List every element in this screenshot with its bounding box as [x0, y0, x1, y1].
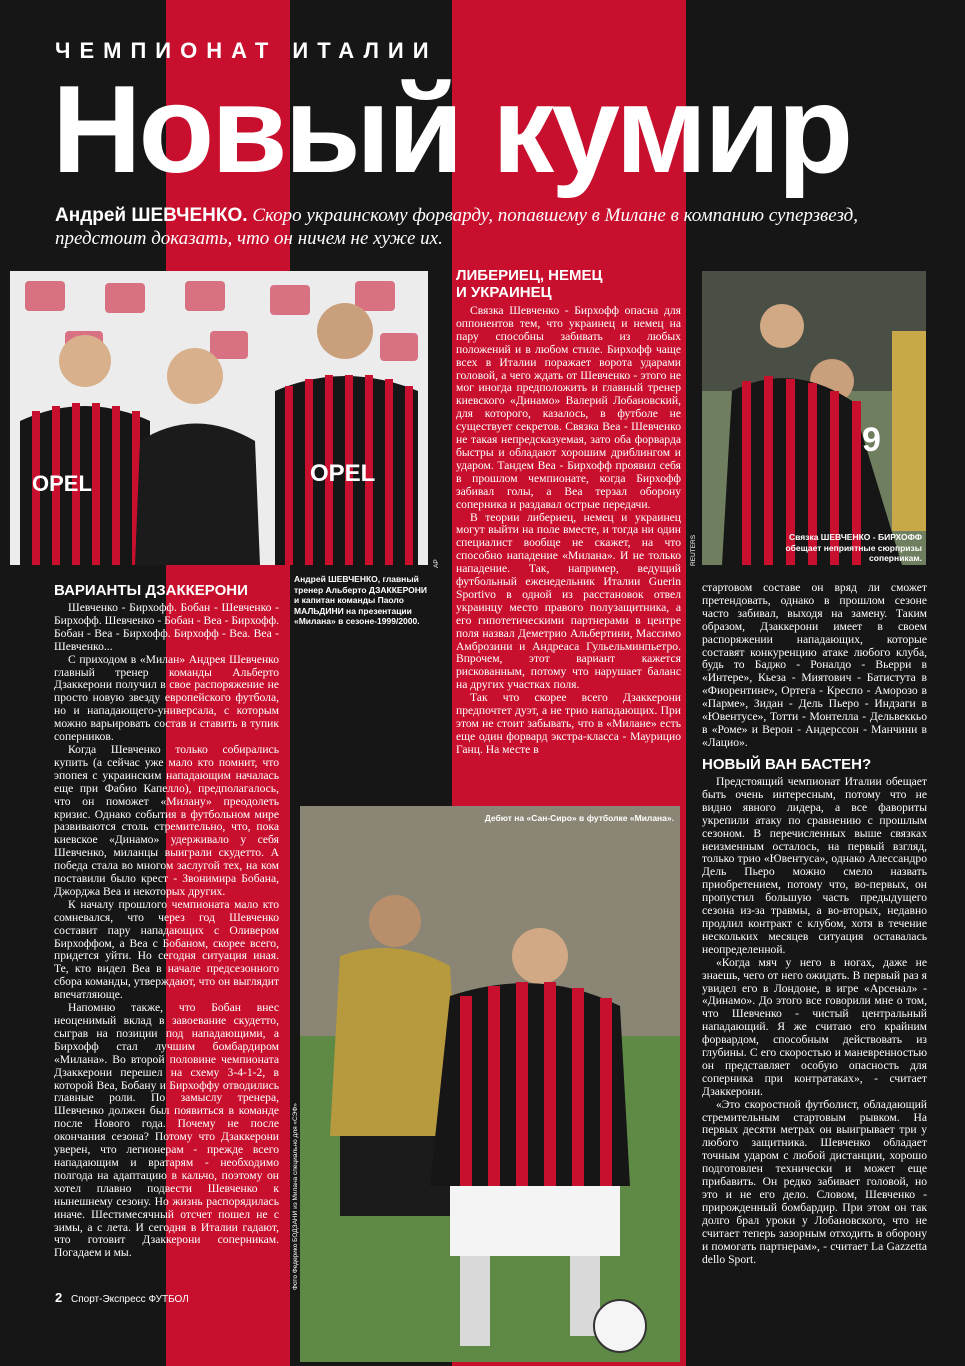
col3-text	[702, 776, 927, 1266]
col2-paragraph-1: Связка Шевченко - Бирхофф опасна для оппонентов тем, что украинец и немец на пару способны забивать из любых положений и в любом стиле. Бирхофф чаще всех в Италии поражает ворота ударами головой, а чего ждать от Шевченко - этого не мог иногда предположить и главный тренер киевского «Динамо» Валерий Лобановский, для которого, казалось, в футболе не существует секретов. Связка Веа - Шевченко не такая непредсказуемая, зато оба форварда быстры и обладают хорошим дриблингом и ударом. Тандем Веа - Бирхофф проявил себя в прошлом чемпионате, когда Бирхофф забивал голы, а Веа терзал оборону соперника и раздавал острые передачи.	[456, 304, 681, 511]
svg-text:9: 9	[862, 421, 881, 459]
col1-text	[54, 602, 279, 1260]
col2-paragraph-2: В теории либериец, немец и украинец могут выйти на поле вместе, и тогда ни один специалист вообще не скажет, на что способно нападение «Милана». И не только нападение. Так, например, ведущий футбольный еженедельник Италии Guerin Sportivo в одной из расстановок отвел украинцу место правого полузащитника, а его гипотетическими партнерами в центре поля назвал Деметрио Альбертини, Массимо Амброзини и Андреаса Гульельминпьетро. Впрочем, этот вариант кажется рискованным, потому что нарушает баланс на других участках поля.	[456, 510, 681, 692]
col1-paragraph-2: С приходом в «Милан» Андрея Шевченко главный тренер команды Альберто Дзаккерони получил в свое распоряжение не просто новую звезду европейского футбола, но и нападающего-универсала, с которым можно варьировать состав и ставить в тупик соперников.	[54, 652, 279, 744]
lead-text: Скоро украинскому форварду, попавшему в Милане в компанию суперзвезд, предстоит доказать, что он ничем не хуже их.	[55, 205, 859, 249]
presentation-credit: AP	[433, 559, 440, 568]
col3-heading: НОВЫЙ ВАН БАСТЕН?	[702, 756, 872, 773]
page-number: 2	[55, 1290, 63, 1305]
lead	[55, 204, 935, 250]
celebration-photo-art	[702, 271, 926, 565]
match-photo-art	[300, 806, 680, 1362]
section-title: ЧЕМПИОНАТ ИТАЛИИ	[55, 38, 438, 63]
col1-paragraph-5: Напомню также, что Бобан внес неоценимый вклад в завоевание скудетто, сыграв на позиции под нападающими, а Бирхофф стал лучшим бомбардиром «Милана». Во второй половине чемпионата Дзаккерони перешел на схему 3-4-1-2, в которой Веа, Бобану и Бирхоффу отводились главные роли. По замыслу тренера, Шевченко должен был появиться в команде после Нового года. Почему не после окончания сезона? Потому что Дзаккерони уверен, что легионерам - прежде всего нападающим и вратарям - необходимо полгода на адаптацию в кальчо, поэтому он хотел плавно подвести Шевченко к нынешнему сезону. Но жизнь распорядилась иначе. Шестимесячный отсчет пошел не с зимы, а с лета. И сегодня в Италии гадают, что готовит Дзаккерони соперникам. Погадаем и мы.	[54, 1001, 279, 1260]
match-caption: Дебют на «Сан-Сиро» в футболке «Милана».	[484, 813, 674, 823]
shirt-sponsor-left: OPEL	[32, 471, 92, 496]
presentation-photo-art	[10, 271, 428, 565]
col2-paragraph-3: Так что скорее всего Дзаккерони предпочтет дуэт, а не трио нападающих. При этом не стоит забывать, что в «Милане» есть еще один форвард экстра-класса - Маурицио Ганц. На месте в	[456, 691, 681, 756]
presentation-caption: Андрей ШЕВЧЕНКО, главный тренер Альберто ДЗАККЕРОНИ и капитан команды Паоло МАЛЬДИНИ на презентации «Милана» в сезоне-1999/2000.	[294, 574, 428, 626]
col3-continuation-text: стартовом составе он вряд ли сможет претендовать, однако в прошлом сезоне часто забивал, выходя на замену. Таким образом, Дзаккерони имеет в своем распоряжении нападающих, которые составят конкуренцию атаке любого клуба, будь то Баджо - Роналдо - Вьерри в «Интере», Кьеза - Миятович - Батистута в «Фиорентине», Ортега - Креспо - Аморозо в «Парме», Зидан - Дель Пьеро - Индзаги в «Ювентусе», Тотти - Монтелла - Дельвеккьо в «Роме» и Верон - Андерссон - Манчини в «Лацио».	[702, 581, 927, 749]
col1-heading: ВАРИАНТЫ ДЗАККЕРОНИ	[54, 582, 248, 599]
celebration-photo	[702, 271, 926, 565]
publication-name: Спорт-Экспресс ФУТБОЛ	[71, 1294, 189, 1305]
match-credit: Фото Федерико БОДЗАНИ из Милана специально для «СЭФ»	[292, 1103, 299, 1290]
col1-paragraph-3: Когда Шевченко только собирались купить (а сейчас уже мало кто помнит, что эпопея с украинским нападающим началась еще при Фабио Капелло), предполагалось, что он поможет «Милану» преодолеть кризис. Однако события в футбольном мире развиваются столь стремительно, что, пока киевское «Динамо» удерживало у себя Шевченко, миланцы выиграли скудетто. А победа стала во многом заслугой тех, на ком поставили было крест - Звонимира Бобана, Джорджа Веа и некоторых других.	[54, 742, 279, 898]
presentation-photo	[10, 271, 428, 565]
col1-paragraph-4: К началу прошлого чемпионата мало кто сомневался, что через год Шевченко составит пару нападающих с Оливером Бирхоффом, а Веа с Бобаном, скорее всего, придется уйти. Но сегодня ситуация иная. Те, кто видел Веа в начале предсезонного сбора команды, утверждают, что он выглядит впечатляюще.	[54, 897, 279, 1002]
match-photo	[300, 806, 680, 1362]
headline: Новый кумир	[52, 61, 851, 199]
shirt-sponsor-right: OPEL	[310, 460, 376, 487]
page-footer	[55, 1290, 189, 1305]
col3-paragraph-2: «Когда мяч у него в ногах, даже не знаешь, чего от него ожидать. В первый раз я увидел его в Лондоне, в игре «Арсенал» - «Динамо». До этого все говорили мне о том, что Шевченко - чистый центральный нападающий. Я же считаю его крайним форвардом, способным действовать из глубины. С его скоростью и маневренностью он представляет особую опасность для соперника при контратаках», - считает Дзаккерони.	[702, 955, 927, 1098]
col1-paragraph-1: Шевченко - Бирхофф. Бобан - Шевченко - Бирхофф. Шевченко - Бобан - Веа - Бирхофф. Бобан - Веа - Бирхофф. Бирхофф - Веа. Веа - Шевченко...	[54, 601, 279, 653]
celebration-credit: REUTERS	[690, 534, 697, 566]
col3-paragraph-1: Предстоящий чемпионат Италии обещает быть очень интересным, потому что не видно явного лидера, а все фавориты укрепили атаку по сравнению с прошлым сезоном. В перечисленных выше связках неизменным осталось, на первый взгляд, только трио «Ювентуса», однако Алессандро Дель Пьеро можно смело назвать приобретением, потому что, во-первых, он пропустил большую часть предыдущего сезона из-за травмы, а во-вторых, недавно продлил контракт с клубом, хотя в течение нескольких месяцев ситуация оставалась неопределенной.	[702, 775, 927, 956]
col2-heading: ЛИБЕРИЕЦ, НЕМЕЦ И УКРАИНЕЦ	[456, 267, 603, 301]
col3-continuation	[702, 582, 927, 750]
lead-name: Андрей ШЕВЧЕНКО.	[55, 205, 248, 226]
celebration-caption: Связка ШЕВЧЕНКО - БИРХОФФ обещает неприятные сюрпризы соперникам.	[785, 532, 922, 563]
col3-paragraph-3: «Это скоростной футболист, обладающий стремительным стартовым рывком. На первых десяти метрах он выигрывает три у любого защитника. Шевченко обладает точным ударом с любой дистанции, хорошо подготовлен технически и может еще прибавить. Он редко забивает головой, но это и не его дело. Словом, Шевченко - прирожденный бомбардир. При этом он так долго брал уроки у Лобановского, что не считает теперь зазорным отходить в оборону и помогать партнерам», - считает La Gazzetta dello Sport.	[702, 1097, 927, 1266]
col2-text	[456, 305, 681, 757]
